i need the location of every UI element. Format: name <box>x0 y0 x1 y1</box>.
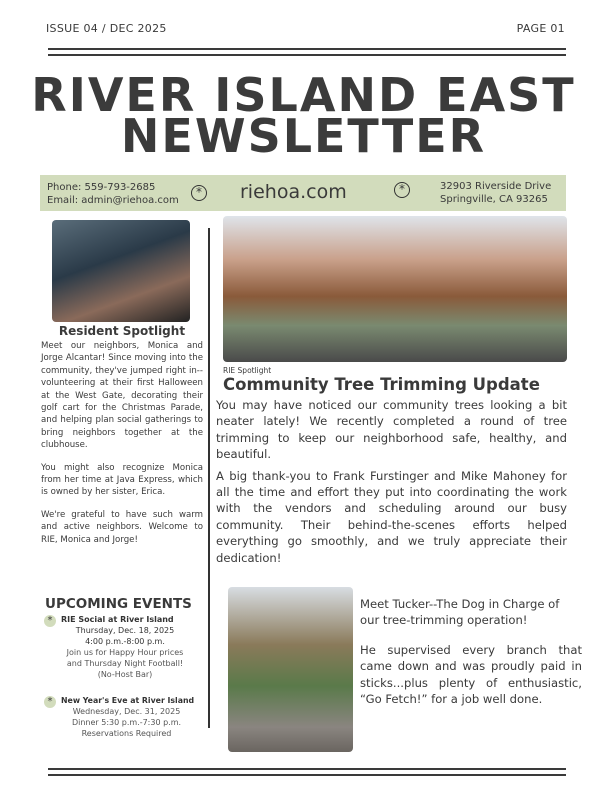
column-divider <box>208 228 210 728</box>
event-date: Wednesday, Dec. 31, 2025 <box>72 707 181 716</box>
asterisk-icon: * <box>191 185 207 201</box>
address-line1: 32903 Riverside Drive <box>440 181 552 192</box>
page-label: PAGE 01 <box>516 22 565 35</box>
event-time: Dinner 5:30 p.m.-7:30 p.m. <box>71 718 182 727</box>
article-kicker: RIE Spotlight <box>223 366 272 375</box>
event-date: Thursday, Dec. 18, 2025 <box>75 626 175 635</box>
event-note: Reservations Required <box>81 729 172 738</box>
event-time: 4:00 p.m.-8:00 p.m. <box>85 637 165 646</box>
event-title: New Year's Eve at River Island <box>61 696 195 705</box>
divider <box>48 774 566 776</box>
address-line2: Springville, CA 93265 <box>440 194 548 205</box>
event-note: Join us for Happy Hour prices <box>66 648 184 657</box>
divider <box>48 768 566 770</box>
email: Email: admin@riehoa.com <box>47 195 179 206</box>
event-note: (No-Host Bar) <box>97 670 153 679</box>
event-note: and Thursday Night Football! <box>66 659 184 668</box>
website-link[interactable]: riehoa.com <box>240 181 347 203</box>
dog-photo <box>228 587 353 752</box>
divider <box>48 48 566 50</box>
resident-photo <box>52 220 190 322</box>
events-heading: UPCOMING EVENTS <box>45 596 192 612</box>
title-line1: RIVER ISLAND EAST <box>31 68 576 122</box>
title-line2: NEWSLETTER <box>120 109 487 163</box>
event-title: RIE Social at River Island <box>61 615 174 624</box>
tree-trimming-photo <box>223 216 567 362</box>
article-paragraph: He supervised every branch that came down and was proudly paid in sticks...plus plenty of enthusiastic, “Go Fetch!” for a job well done. <box>360 642 582 707</box>
bullet-icon: * <box>44 615 56 627</box>
asterisk-icon: * <box>394 182 410 198</box>
contact-bar <box>40 175 566 211</box>
divider <box>48 54 566 56</box>
bullet-icon: * <box>44 696 56 708</box>
spotlight-paragraph: Meet our neighbors, Monica and Jorge Alcantar! Since moving into the community, they've jumped right in--volunteering at their first Halloween at the West Gate, decorating their golf cart for the Christmas Parade, and helping plan social gatherings to bring neighbors together at the clubhouse. <box>41 341 203 451</box>
article-paragraph: Meet Tucker--The Dog in Charge of our tree-trimming operation! <box>360 597 560 628</box>
article-paragraph: A big thank-you to Frank Furstinger and Mike Mahoney for all the time and effort they put into coordinating the work with the vendors and scheduling around our busy community. Their behind-the-scenes efforts helped everything go smoothly, and we truly appreciate their dedication! <box>216 468 567 565</box>
spotlight-paragraph: We're grateful to have such warm and active neighbors. Welcome to RIE, Monica and Jorge! <box>41 509 203 545</box>
spotlight-paragraph: You might also recognize Monica from her time at Java Express, which is owned by her sister, Erica. <box>41 462 203 498</box>
phone: Phone: 559-793-2685 <box>47 182 156 193</box>
article-paragraph: You may have noticed our community trees looking a bit neater lately! We recently completed a round of tree trimming to keep our neighborhood safe, healthy, and beautiful. <box>216 398 567 462</box>
spotlight-heading: Resident Spotlight <box>58 324 186 338</box>
issue-label: ISSUE 04 / DEC 2025 <box>46 22 167 35</box>
article-headline: Community Tree Trimming Update <box>223 375 540 394</box>
